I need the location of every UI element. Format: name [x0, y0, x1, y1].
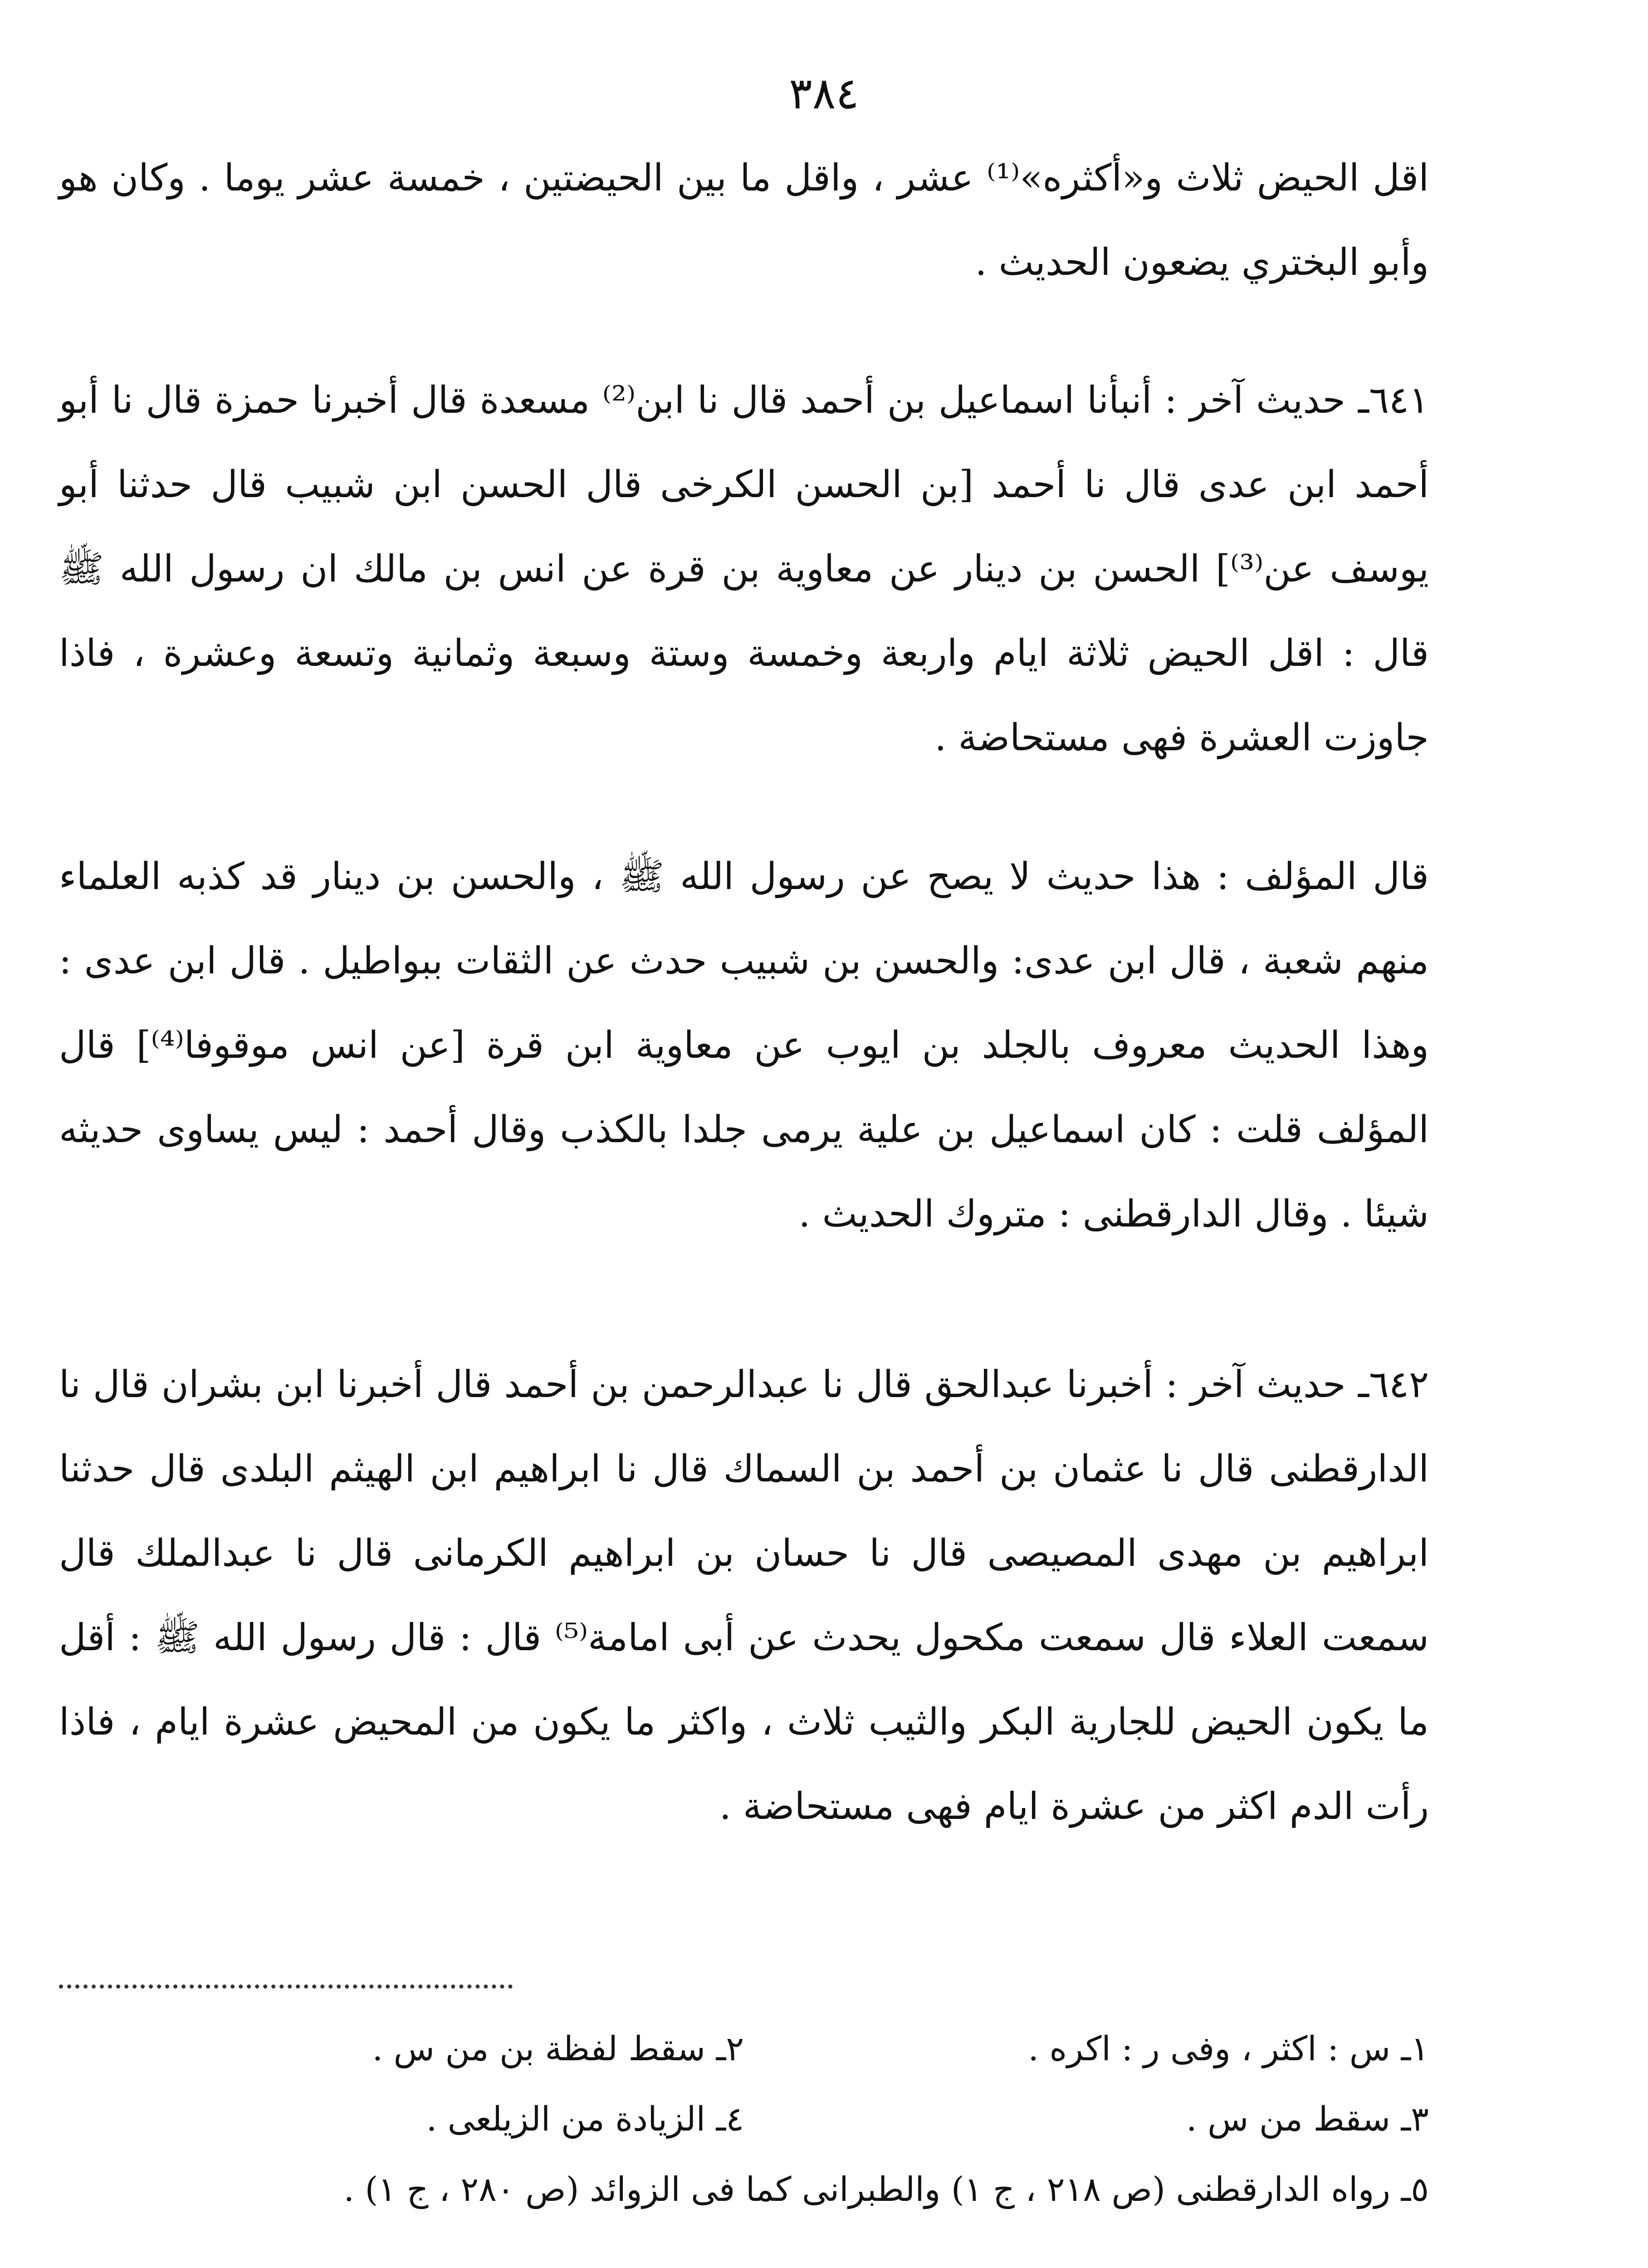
- hadith-641: ٦٤١ـ حديث آخر : أنبأنا اسماعيل بن أحمد قال نا ابن⁽²⁾ مسعدة قال أخبرنا حمزة قال نا أبو أحمد ابن عدى قال نا أحمد [بن الحسن الكرخى قال الحسن ابن شبيب قال حدثنا أبو يوسف عن⁽³⁾] الحسن بن دينار عن معاوية بن قرة عن انس بن مالك ان رسول الله ﷺ قال : اقل الحيض ثلاثة ايام واربعة وخمسة وستة وسبعة وثمانية وتسعة وعشرة ، فاذا جاوزت العشرة فهى مستحاضة .: [59, 379, 1429, 759]
- footnotes: [59, 2014, 1429, 2225]
- paragraph-1: اقل الحيض ثلاث و«أكثره»⁽¹⁾ عشر ، واقل ما بين الحيضتين ، خمسة عشر يوما . وكان هو وأبو البختري يضعون الحديث .: [59, 156, 1429, 284]
- footnote-4: ٤ـ الزيادة من الزيلعى .: [426, 2100, 744, 2139]
- footnote-3: ٣ـ سقط من س .: [1186, 2100, 1429, 2139]
- footnote-2: ٢ـ سقط لفظة بن من س .: [372, 2029, 744, 2068]
- footnote-row-2: [59, 2084, 1429, 2155]
- footnote-5: ٥ـ رواه الدارقطنى (ص ٢١٨ ، ج ١) والطبرانى كما فى الزوائد (ص ٢٨٠ ، ج ١) .: [343, 2170, 1429, 2209]
- author-commentary: قال المؤلف : هذا حديث لا يصح عن رسول الله ﷺ ، والحسن بن دينار قد كذبه العلماء منهم شعبة ، قال ابن عدى: والحسن بن شبيب حدث عن الثقات ببواطيل . قال ابن عدى : وهذا الحديث معروف بالجلد بن ايوب عن معاوية ابن قرة [عن انس موقوفا⁽⁴⁾] قال المؤلف قلت : كان اسماعيل بن علية يرمى جلدا بالكذب وقال أحمد : ليس يساوى حديثه شيئا . وقال الدارقطنى : متروك الحديث .: [59, 855, 1429, 1236]
- footnote-row-3: [59, 2155, 1429, 2225]
- footnote-1: ١ـ س : اكثر ، وفى ر : اكره .: [1028, 2029, 1429, 2068]
- footnote-divider: [59, 1984, 513, 1989]
- footnote-row-1: [59, 2014, 1429, 2084]
- hadith-642: ٦٤٢ـ حديث آخر : أخبرنا عبدالحق قال نا عبدالرحمن بن أحمد قال أخبرنا ابن بشران قال نا الدارقطنى قال نا عثمان بن أحمد بن السماك قال نا ابراهيم ابن الهيثم البلدى قال حدثنا ابراهيم بن مهدى المصيصى قال نا حسان بن ابراهيم الكرمانى قال نا عبدالملك قال سمعت العلاء قال سمعت مكحول يحدث عن أبى امامة⁽⁵⁾ قال : قال رسول الله ﷺ : أقل ما يكون الحيض للجارية البكر والثيب ثلاث ، واكثر ما يكون من المحيض عشرة ايام ، فاذا رأت الدم اكثر من عشرة ايام فهى مستحاضة .: [59, 1363, 1429, 1828]
- page-number: ٣٨٤: [789, 68, 859, 119]
